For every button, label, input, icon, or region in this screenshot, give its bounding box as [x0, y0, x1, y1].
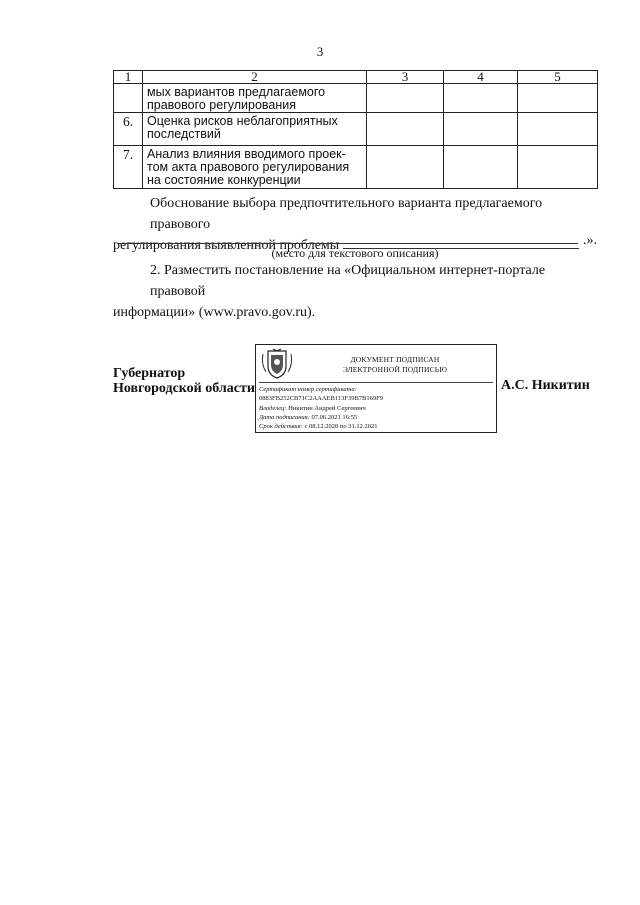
coat-of-arms-icon	[260, 348, 294, 380]
row-description	[143, 84, 367, 113]
empty-cell	[367, 113, 444, 146]
publication-paragraph	[113, 260, 597, 323]
row-text-line: Оценка рисков неблагоприятных	[147, 114, 338, 128]
paragraph-line: 2. Разместить постановление на «Официальном интернет-портале правовой	[150, 263, 546, 299]
empty-cell	[367, 84, 444, 113]
signer-title	[113, 366, 255, 396]
row-number: 6.	[114, 113, 143, 146]
empty-cell	[518, 113, 598, 146]
row-text-line: последствий	[147, 127, 221, 141]
date-value: 07.06.2021 16:55	[311, 413, 358, 421]
table-header-cell: 4	[444, 71, 518, 84]
empty-cell	[367, 146, 444, 189]
empty-cell	[444, 146, 518, 189]
cert-number: 0883FB252CB71C2AAAEB113F39B7B169F9	[259, 395, 384, 403]
owner-line	[259, 404, 383, 413]
stamp-divider	[259, 382, 493, 383]
row-text-line: мых вариантов предлагаемого	[147, 85, 326, 99]
signer-title-line: Губернатор	[113, 366, 186, 381]
paragraph-line: регулирования выявленной проблемы	[113, 238, 340, 253]
table-header-cell: 5	[518, 71, 598, 84]
stamp-heading-line: ЭЛЕКТРОННОЙ ПОДПИСЬЮ	[342, 365, 448, 374]
table-row	[114, 84, 598, 113]
validity-label: Срок действия:	[259, 423, 303, 431]
owner-label: Владелец:	[259, 404, 287, 412]
row-text-line: Анализ влияния вводимого проек-	[147, 147, 346, 161]
stamp-heading	[300, 355, 490, 375]
row-number: 7.	[114, 146, 143, 189]
stamp-heading-line: ДОКУМЕНТ ПОДПИСАН	[350, 355, 440, 364]
signer-title-line: Новгородской области	[113, 381, 255, 396]
date-line	[259, 413, 383, 422]
empty-cell	[518, 84, 598, 113]
line-tail: .».	[583, 233, 597, 248]
row-number	[114, 84, 143, 113]
table-row	[114, 146, 598, 189]
table-row	[114, 113, 598, 146]
table-header-cell: 1	[114, 71, 143, 84]
row-text-line: правового регулирования	[147, 98, 297, 112]
row-text-line: на состояние конкуренции	[147, 173, 301, 187]
blank-caption: (место для текстового описания)	[271, 246, 439, 260]
table-header-cell: 3	[367, 71, 444, 84]
assessment-table	[113, 70, 598, 189]
table-header-row	[114, 71, 598, 84]
row-description	[143, 146, 367, 189]
paragraph-line: Обоснование выбора предпочтительного варианта предлагаемого правового	[150, 196, 543, 232]
validity-value: с 08.12.2020 по 31.12.2021	[304, 423, 378, 431]
empty-cell	[444, 113, 518, 146]
date-label: Дата подписания:	[259, 413, 310, 421]
table-header-cell: 2	[143, 71, 367, 84]
row-description	[143, 113, 367, 146]
empty-cell	[518, 146, 598, 189]
paragraph-line: информации» (www.pravo.gov.ru).	[113, 305, 316, 320]
electronic-signature-stamp	[255, 344, 497, 433]
empty-cell	[444, 84, 518, 113]
validity-line	[259, 422, 383, 431]
signer-name: А.С. Никитин	[501, 378, 590, 393]
row-text-line: том акта правового регулирования	[147, 160, 350, 174]
owner-value: Никитин Андрей Сергеевич	[288, 404, 366, 412]
page-number: 3	[316, 44, 324, 59]
stamp-details	[259, 385, 383, 431]
cert-label: Сертификат номер сертификата:	[259, 386, 357, 393]
blank-line	[118, 243, 578, 244]
